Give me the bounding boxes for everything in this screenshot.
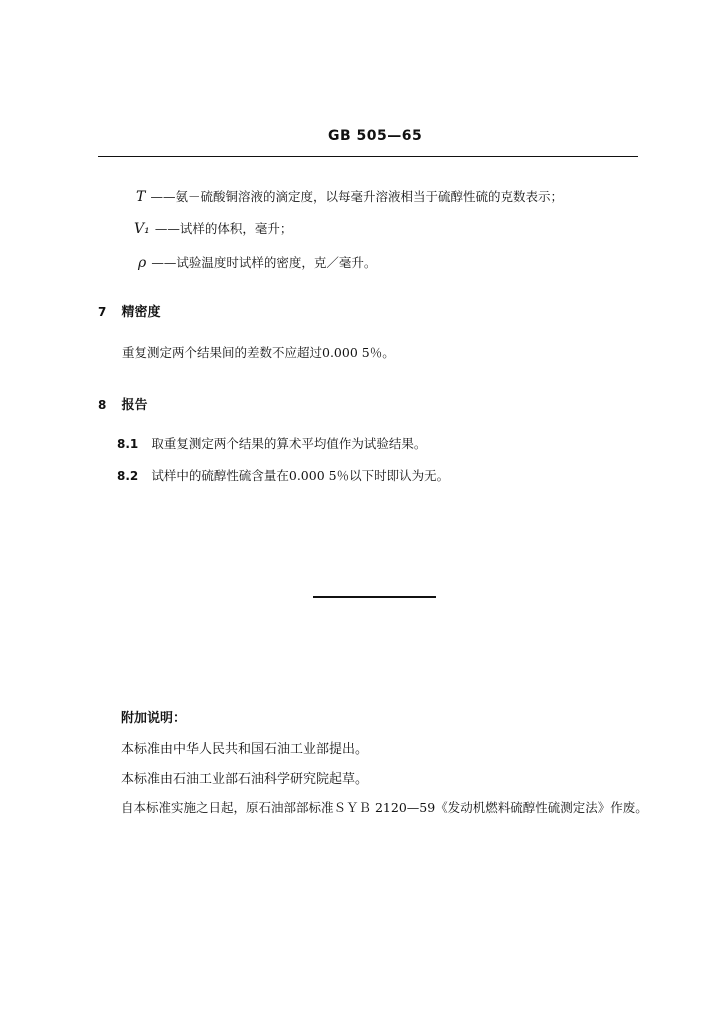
- note-line: 自本标准实施之日起，原石油部部标准ＳＹＢ 2120—59《发动机燃料硫醇性硫测定法》作废。: [121, 800, 648, 815]
- additional-notes-heading: 附加说明：: [121, 711, 187, 726]
- variable-definition-rho: [138, 252, 376, 271]
- section-7-heading: [98, 301, 160, 320]
- item-number: 8.2: [117, 469, 139, 483]
- item-number: 8.1: [117, 437, 139, 451]
- section-number: 8: [98, 398, 107, 412]
- item-text: 取重复测定两个结果的算术平均值作为试验结果。: [151, 436, 427, 451]
- note-line: 本标准由中华人民共和国石油工业部提出。: [121, 742, 369, 757]
- section-8-heading: [98, 394, 147, 413]
- variable-definition-T: [136, 186, 563, 205]
- standard-code-header: GB 505—65: [328, 128, 423, 144]
- note-line: 本标准由石油工业部石油科学研究院起草。: [121, 772, 369, 787]
- variable-definition-V1: [134, 218, 292, 237]
- end-of-text-rule: [313, 596, 436, 598]
- variable-symbol: ρ: [138, 255, 147, 271]
- precision-paragraph: 重复测定两个结果间的差数不应超过0.000 5％。: [122, 345, 395, 360]
- variable-symbol: T: [136, 189, 146, 205]
- section-title: 报告: [121, 398, 148, 413]
- item-text: 试样中的硫醇性硫含量在0.000 5％以下时即认为无。: [151, 468, 450, 483]
- header-divider: [98, 156, 638, 157]
- report-item-8-1: [117, 433, 426, 452]
- variable-description: ——试验温度时试样的密度，克／毫升。: [151, 255, 377, 270]
- variable-description: ——氨－硫酸铜溶液的滴定度，以每毫升溶液相当于硫醇性硫的克数表示；: [150, 189, 563, 204]
- variable-description: ——试样的体积，毫升；: [154, 221, 293, 236]
- report-item-8-2: [117, 465, 449, 484]
- variable-symbol: V₁: [134, 221, 150, 237]
- section-title: 精密度: [121, 305, 161, 320]
- section-number: 7: [98, 305, 107, 319]
